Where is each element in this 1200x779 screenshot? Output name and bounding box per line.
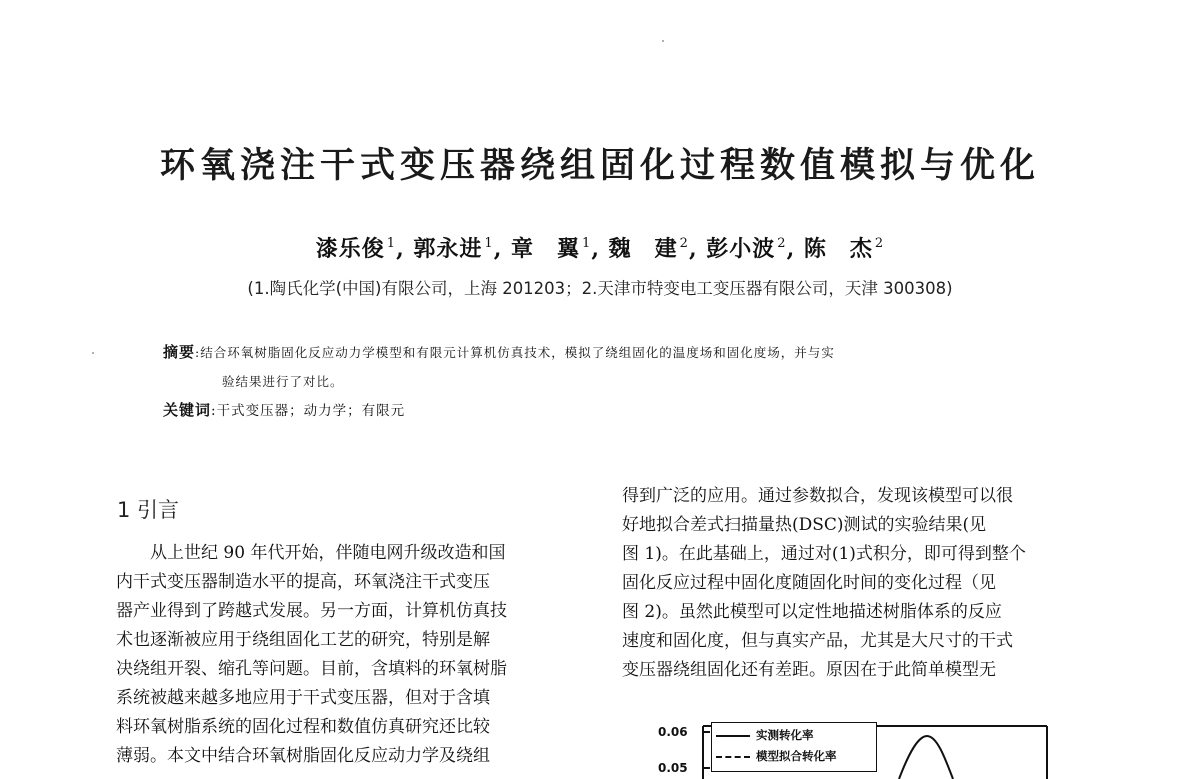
- author-name: 章 翼: [511, 236, 581, 262]
- right-column: [622, 482, 1088, 685]
- abstract-line-1: 摘要:结合环氧树脂固化反应动力学模型和有限元计算机仿真技术，模拟了绕组固化的温度场和固化度场，并与实: [163, 343, 835, 361]
- abstract-label: 摘要: [163, 343, 196, 361]
- section-heading: 1 引言: [117, 498, 180, 522]
- author-sup: 2: [777, 236, 787, 251]
- author-list: 漆乐俊 $^1$, 郭永进 $^1$, 章 翼 $^1$, 魏 建 $^2$, 彭小波 $^2$, 陈 杰 $^2$: [315, 236, 885, 262]
- author-name: 漆乐俊: [315, 236, 385, 262]
- legend-swatch-dashed: [716, 756, 750, 758]
- body-line: 器产业得到了跨越式发展。另一方面，计算机仿真技: [116, 601, 507, 621]
- keywords-line: 关键词:干式变压器；动力学；有限元: [163, 401, 406, 419]
- body-line: 料环氧树脂系统的固化过程和数值仿真研究还比较: [116, 717, 490, 737]
- body-line: 固化反应过程中固化度随固化时间的变化过程（见: [622, 573, 996, 593]
- author-sup: 1: [386, 236, 397, 251]
- body-line: 术也逐渐被应用于绕组固化工艺的研究，特别是解: [116, 630, 490, 650]
- body-line: 得到广泛的应用。通过参数拟合，发现该模型可以很: [622, 486, 1013, 506]
- author-name: 魏 建: [608, 236, 678, 262]
- author-sup: 2: [679, 236, 689, 251]
- legend-label: 模型拟合转化率: [756, 749, 837, 763]
- legend-row-fit: [716, 748, 837, 764]
- body-line: 速度和固化度，但与真实产品，尤其是大尺寸的干式: [622, 631, 1013, 651]
- body-line: 系统被越来越多地应用于干式变压器，但对于含填: [116, 688, 490, 708]
- y-tick-label: 0.05: [658, 761, 688, 775]
- author-name: 彭小波: [706, 236, 776, 262]
- body-line: 内干式变压器制造水平的提高，环氧浇注干式变压: [116, 572, 490, 592]
- chart-legend: [711, 722, 877, 772]
- author-sup: 2: [874, 236, 885, 251]
- y-tick-label: 0.06: [658, 725, 688, 739]
- affiliation: (1.陶氏化学(中国)有限公司，上海 201203；2.天津市特变电工变压器有限公司，天津 300308): [247, 279, 953, 298]
- legend-row-measured: [716, 727, 814, 743]
- author-name: 郭永进: [413, 236, 483, 262]
- keywords-label: 关键词: [163, 401, 212, 419]
- left-column: [116, 539, 580, 771]
- body-line: 变压器绕组固化还有差距。原因在于此简单模型无: [622, 660, 996, 680]
- author-sup: 1: [582, 236, 592, 251]
- abstract-text-1: 结合环氧树脂固化反应动力学模型和有限元计算机仿真技术，模拟了绕组固化的温度场和固化度场，并与实: [200, 345, 835, 360]
- scan-speck: [92, 352, 94, 354]
- abstract-text-2: 验结果进行了对比。: [222, 374, 344, 389]
- body-line: 决绕组开裂、缩孔等问题。目前，含填料的环氧树脂: [116, 659, 507, 679]
- body-line: 好地拟合差式扫描量热(DSC)测试的实验结果(见: [622, 515, 987, 535]
- keywords-text: 干式变压器；动力学；有限元: [216, 403, 406, 419]
- body-line: 图 2)。虽然此模型可以定性地描述树脂体系的反应: [622, 602, 1002, 622]
- legend-label: 实测转化率: [756, 728, 814, 742]
- author-name: 陈 杰: [803, 236, 873, 262]
- body-line: 图 1)。在此基础上，通过对(1)式积分，即可得到整个: [622, 544, 1026, 564]
- legend-swatch-solid: [716, 735, 750, 737]
- author-sup: 1: [484, 236, 494, 251]
- body-line: 薄弱。本文中结合环氧树脂固化反应动力学及绕组: [116, 746, 490, 766]
- series-measured-line: [899, 736, 953, 779]
- paper-title: 环氧浇注干式变压器绕组固化过程数值模拟与优化: [159, 145, 1040, 186]
- scan-speck: [662, 40, 664, 42]
- body-line: 从上世纪 90 年代开始，伴随电网升级改造和国: [150, 543, 506, 563]
